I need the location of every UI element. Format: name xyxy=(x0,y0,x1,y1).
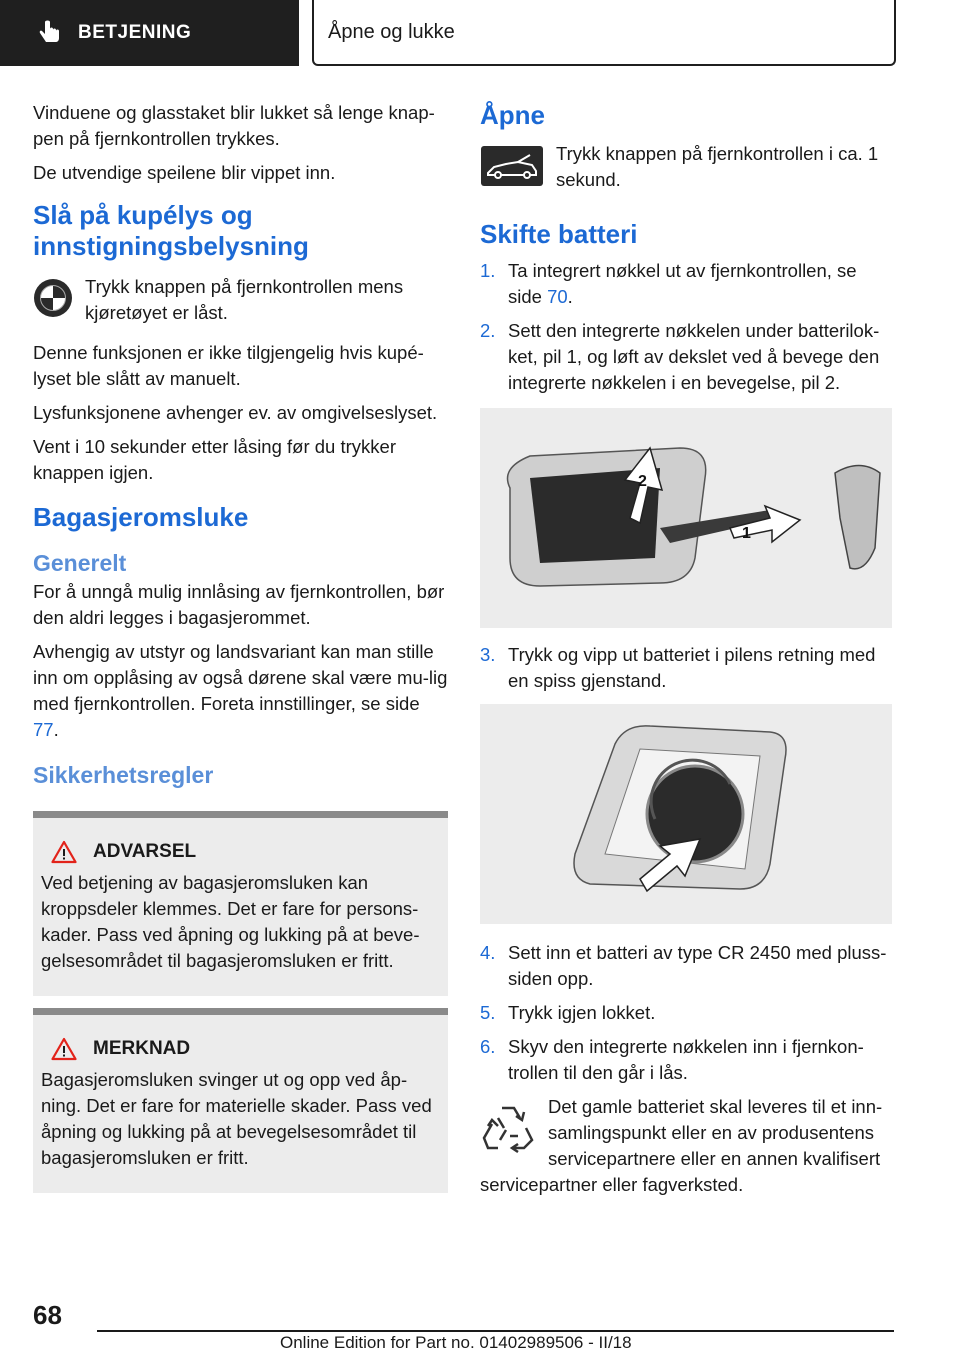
footer-divider xyxy=(97,1330,894,1332)
notice-header xyxy=(41,1037,438,1061)
open-instruction xyxy=(480,141,892,193)
notice-triangle-icon xyxy=(51,1037,77,1061)
warning-title: ADVARSEL xyxy=(93,841,197,862)
paragraph: De utvendige speilene blir vippet inn. xyxy=(33,162,336,183)
paragraph: Lysfunksjonene avhenger ev. av omgivelseslyset. xyxy=(33,402,438,423)
list-item xyxy=(480,1000,892,1026)
step-number: 3. xyxy=(480,644,496,665)
page-link-70[interactable]: 70 xyxy=(547,286,568,307)
recycle-icon xyxy=(480,1100,536,1156)
list-item xyxy=(480,642,892,694)
step-number: 5. xyxy=(480,1002,496,1023)
list-item xyxy=(480,1034,892,1086)
list-item xyxy=(480,940,892,992)
battery-steps xyxy=(480,258,892,396)
step-text xyxy=(508,258,892,310)
step-number: 1. xyxy=(480,260,496,281)
battery-figure xyxy=(480,704,892,924)
notice-text: Bagasjeromsluken svinger ut og opp ved åp-ning. Det er fare for materielle skader. Pass ved åpning og lukking på at bevegelsesområdet til bagasjeromsluken er fritt. xyxy=(41,1069,432,1168)
warning-text: Ved betjening av bagasjeromsluken kan kroppsdeler klemmes. Det er fare for persons-kader. Pass ved åpning og lukking på at beve-gelsesområdet til bagasjeromsluken er fritt. xyxy=(41,872,420,971)
battery-steps-final xyxy=(480,940,892,1086)
page-number: 68 xyxy=(33,1300,62,1330)
light-text: Trykk knappen på fjernkontrollen mens kjøretøyet er låst. xyxy=(85,276,404,323)
section-tab[interactable] xyxy=(0,0,299,66)
step-text: Skyv den integrerte nøkkelen inn i fjernkon-trollen til den går i lås. xyxy=(508,1036,864,1083)
step-number: 4. xyxy=(480,942,496,963)
recycle-note xyxy=(480,1094,892,1198)
list-item xyxy=(480,318,892,396)
step-text: Trykk igjen lokket. xyxy=(508,1002,656,1023)
paragraph: Vinduene og glasstaket blir lukket så lenge knap-pen på fjernkontrollen trykkes. xyxy=(33,102,435,149)
paragraph-text: Avhengig av utstyr og landsvariant kan man stille inn om opplåsing av også dørene skal være mu-lig med fjernkontrollen. Foreta innstillinger, se side xyxy=(33,641,448,714)
step-text: Sett den integrerte nøkkelen under batterilok-ket, pil 1, og løft av dekslet ved å bevege den integrerte nøkkelen i en bevegelse, pil 2. xyxy=(508,320,880,393)
paragraph: Denne funksjonen er ikke tilgjengelig hvis kupé-lyset ble slått av manuelt. xyxy=(33,342,424,389)
section-label: BETJENING xyxy=(78,22,192,43)
right-column xyxy=(480,100,892,1206)
arrow-label-2: 2 xyxy=(638,473,647,490)
page-link-77[interactable]: 77 xyxy=(33,719,54,740)
heading-safety: Sikkerhetsregler xyxy=(33,762,214,788)
paragraph: For å unngå mulig innlåsing av fjernkontrollen, bør den aldri legges i bagasjerommet. xyxy=(33,581,445,628)
heading-battery: Skifte batteri xyxy=(480,219,638,249)
recycle-text: Det gamle batteriet skal leveres til et inn-samlingspunkt eller en av produsentens servicepartnere eller en annen kvalifisert servicepartner eller fagverksted. xyxy=(480,1096,883,1195)
arrow-label-1: 1 xyxy=(742,525,751,542)
key-removal-illustration xyxy=(480,408,892,628)
heading-trunk: Bagasjeromsluke xyxy=(33,502,249,532)
battery-removal-illustration xyxy=(480,704,892,924)
step-text: Sett inn et batteri av type CR 2450 med pluss-siden opp. xyxy=(508,942,887,989)
list-item xyxy=(480,258,892,310)
light-instruction xyxy=(33,274,448,326)
heading-line: Slå på kupélys og xyxy=(33,200,253,230)
edition-footer: Online Edition for Part no. 01402989506 - II/18 xyxy=(280,1333,632,1352)
left-column xyxy=(33,100,448,1193)
key-fob-figure xyxy=(480,408,892,628)
hand-icon xyxy=(36,20,62,46)
open-text: Trykk knappen på fjernkontrollen i ca. 1 sekund. xyxy=(556,143,879,190)
warning-header xyxy=(41,840,438,864)
heading-interior-light xyxy=(33,200,448,262)
paragraph: Vent i 10 sekunder etter låsing før du trykker knappen igjen. xyxy=(33,436,396,483)
step-text: Trykk og vipp ut batteriet i pilens retning med en spiss gjenstand. xyxy=(508,644,876,691)
notice-title: MERKNAD xyxy=(93,1038,191,1059)
step-number: 6. xyxy=(480,1036,496,1057)
paragraph-text: . xyxy=(53,719,59,740)
heading-line: innstigningsbelysning xyxy=(33,231,309,261)
heading-open: Åpne xyxy=(480,100,545,130)
battery-steps-continued xyxy=(480,642,892,694)
warning-box xyxy=(33,811,448,996)
step-text-part: Ta integrert nøkkel ut av fjernkontrollen, se side xyxy=(508,260,857,307)
step-number: 2. xyxy=(480,320,496,341)
bmw-logo-icon xyxy=(33,278,73,318)
paragraph xyxy=(33,639,448,743)
page-header-title: Åpne og lukke xyxy=(312,0,896,66)
heading-general: Generelt xyxy=(33,550,127,576)
notice-box xyxy=(33,1008,448,1193)
car-trunk-button-icon xyxy=(480,145,544,187)
warning-triangle-icon xyxy=(51,840,77,864)
step-text-part: . xyxy=(567,286,573,307)
